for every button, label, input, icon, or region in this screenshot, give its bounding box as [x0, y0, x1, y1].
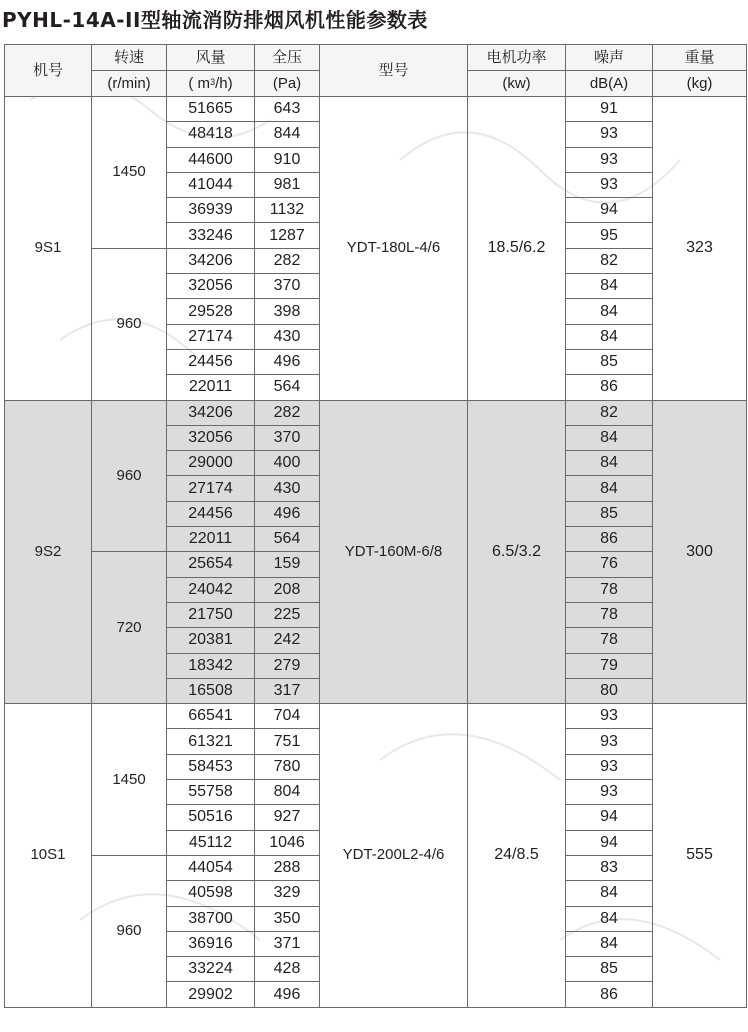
pressure-cell: 279: [255, 653, 320, 678]
pressure-cell: 496: [255, 349, 320, 374]
header-pressure: 全压: [255, 45, 320, 71]
noise-cell: 84: [566, 881, 653, 906]
pressure-cell: 159: [255, 552, 320, 577]
airflow-cell: 34206: [167, 400, 255, 425]
airflow-cell: 50516: [167, 805, 255, 830]
airflow-cell: 24456: [167, 501, 255, 526]
airflow-cell: 22011: [167, 527, 255, 552]
airflow-cell: 22011: [167, 375, 255, 400]
pressure-cell: 430: [255, 324, 320, 349]
pressure-cell: 242: [255, 628, 320, 653]
noise-cell: 85: [566, 957, 653, 982]
noise-cell: 94: [566, 830, 653, 855]
airflow-cell: 32056: [167, 425, 255, 450]
header-model-no: 机号: [5, 45, 92, 97]
noise-cell: 93: [566, 172, 653, 197]
pressure-cell: 1046: [255, 830, 320, 855]
header-speed-unit: (r/min): [92, 71, 167, 97]
header-power: 电机功率: [468, 45, 566, 71]
airflow-cell: 44600: [167, 147, 255, 172]
pressure-cell: 370: [255, 274, 320, 299]
airflow-cell: 45112: [167, 830, 255, 855]
noise-cell: 82: [566, 248, 653, 273]
motor-model-cell: YDT-200L2-4/6: [320, 704, 468, 1008]
pressure-cell: 430: [255, 476, 320, 501]
header-airflow: 风量: [167, 45, 255, 71]
noise-cell: 83: [566, 855, 653, 880]
airflow-cell: 36939: [167, 198, 255, 223]
pressure-cell: 927: [255, 805, 320, 830]
speed-cell: 1450: [92, 704, 167, 856]
pressure-cell: 704: [255, 704, 320, 729]
airflow-cell: 34206: [167, 248, 255, 273]
noise-cell: 84: [566, 906, 653, 931]
pressure-cell: 208: [255, 577, 320, 602]
table-body: [5, 97, 747, 1008]
table-row: [5, 704, 747, 729]
noise-cell: 84: [566, 299, 653, 324]
noise-cell: 82: [566, 400, 653, 425]
model-no-cell: 9S2: [5, 400, 92, 704]
pressure-cell: 981: [255, 172, 320, 197]
airflow-cell: 33246: [167, 223, 255, 248]
header-noise-unit: dB(A): [566, 71, 653, 97]
airflow-cell: 21750: [167, 602, 255, 627]
speed-cell: 960: [92, 248, 167, 400]
airflow-cell: 24042: [167, 577, 255, 602]
pressure-cell: 350: [255, 906, 320, 931]
pressure-cell: 329: [255, 881, 320, 906]
noise-cell: 84: [566, 476, 653, 501]
pressure-cell: 1132: [255, 198, 320, 223]
model-no-cell: 10S1: [5, 704, 92, 1008]
noise-cell: 86: [566, 527, 653, 552]
noise-cell: 84: [566, 324, 653, 349]
pressure-cell: 317: [255, 678, 320, 703]
airflow-cell: 18342: [167, 653, 255, 678]
noise-cell: 95: [566, 223, 653, 248]
noise-cell: 93: [566, 754, 653, 779]
motor-power-cell: 24/8.5: [468, 704, 566, 1008]
noise-cell: 85: [566, 349, 653, 374]
pressure-cell: 564: [255, 375, 320, 400]
airflow-cell: 36916: [167, 931, 255, 956]
airflow-cell: 55758: [167, 780, 255, 805]
noise-cell: 79: [566, 653, 653, 678]
fan-performance-table: [4, 44, 747, 1008]
pressure-cell: 398: [255, 299, 320, 324]
airflow-cell: 29000: [167, 451, 255, 476]
noise-cell: 86: [566, 982, 653, 1007]
weight-cell: 555: [653, 704, 747, 1008]
noise-cell: 84: [566, 931, 653, 956]
weight-cell: 300: [653, 400, 747, 704]
noise-cell: 86: [566, 375, 653, 400]
pressure-cell: 496: [255, 982, 320, 1007]
pressure-cell: 564: [255, 527, 320, 552]
noise-cell: 93: [566, 704, 653, 729]
header-power-unit: (kw): [468, 71, 566, 97]
speed-cell: 960: [92, 855, 167, 1007]
pressure-cell: 643: [255, 97, 320, 122]
pressure-cell: 751: [255, 729, 320, 754]
pressure-cell: 225: [255, 602, 320, 627]
airflow-cell: 27174: [167, 476, 255, 501]
noise-cell: 94: [566, 198, 653, 223]
header-airflow-unit: ( $m^3/h$): [167, 71, 255, 97]
pressure-cell: 370: [255, 425, 320, 450]
noise-cell: 84: [566, 451, 653, 476]
noise-cell: 93: [566, 147, 653, 172]
airflow-cell: 29528: [167, 299, 255, 324]
noise-cell: 93: [566, 122, 653, 147]
pressure-cell: 428: [255, 957, 320, 982]
model-no-cell: 9S1: [5, 97, 92, 401]
header-noise: 噪声: [566, 45, 653, 71]
pressure-cell: 282: [255, 248, 320, 273]
header-row-1: [5, 45, 747, 71]
noise-cell: 84: [566, 425, 653, 450]
header-pressure-unit: (Pa): [255, 71, 320, 97]
airflow-cell: 44054: [167, 855, 255, 880]
header-weight: 重量: [653, 45, 747, 71]
noise-cell: 85: [566, 501, 653, 526]
header-speed: 转速: [92, 45, 167, 71]
airflow-cell: 61321: [167, 729, 255, 754]
airflow-cell: 40598: [167, 881, 255, 906]
airflow-cell: 24456: [167, 349, 255, 374]
noise-cell: 94: [566, 805, 653, 830]
airflow-cell: 32056: [167, 274, 255, 299]
table-row: [5, 400, 747, 425]
airflow-cell: 33224: [167, 957, 255, 982]
airflow-cell: 38700: [167, 906, 255, 931]
pressure-cell: 400: [255, 451, 320, 476]
pressure-cell: 288: [255, 855, 320, 880]
pressure-cell: 780: [255, 754, 320, 779]
airflow-cell: 41044: [167, 172, 255, 197]
airflow-cell: 51665: [167, 97, 255, 122]
airflow-cell: 66541: [167, 704, 255, 729]
noise-cell: 78: [566, 628, 653, 653]
airflow-cell: 16508: [167, 678, 255, 703]
pressure-cell: 844: [255, 122, 320, 147]
noise-cell: 78: [566, 577, 653, 602]
pressure-cell: 371: [255, 931, 320, 956]
airflow-cell: 25654: [167, 552, 255, 577]
airflow-cell: 58453: [167, 754, 255, 779]
noise-cell: 78: [566, 602, 653, 627]
pressure-cell: 496: [255, 501, 320, 526]
noise-cell: 91: [566, 97, 653, 122]
header-motor-model: 型号: [320, 45, 468, 97]
airflow-cell: 20381: [167, 628, 255, 653]
speed-cell: 960: [92, 400, 167, 552]
speed-cell: 1450: [92, 97, 167, 249]
motor-power-cell: 18.5/6.2: [468, 97, 566, 401]
speed-cell: 720: [92, 552, 167, 704]
motor-model-cell: YDT-160M-6/8: [320, 400, 468, 704]
noise-cell: 93: [566, 780, 653, 805]
noise-cell: 93: [566, 729, 653, 754]
motor-power-cell: 6.5/3.2: [468, 400, 566, 704]
noise-cell: 84: [566, 274, 653, 299]
page-title: PYHL-14A-II型轴流消防排烟风机性能参数表: [2, 8, 428, 32]
table-row: [5, 97, 747, 122]
weight-cell: 323: [653, 97, 747, 401]
airflow-cell: 29902: [167, 982, 255, 1007]
pressure-cell: 282: [255, 400, 320, 425]
pressure-cell: 1287: [255, 223, 320, 248]
airflow-cell: 48418: [167, 122, 255, 147]
airflow-cell: 27174: [167, 324, 255, 349]
noise-cell: 76: [566, 552, 653, 577]
header-weight-unit: (kg): [653, 71, 747, 97]
pressure-cell: 910: [255, 147, 320, 172]
motor-model-cell: YDT-180L-4/6: [320, 97, 468, 401]
noise-cell: 80: [566, 678, 653, 703]
pressure-cell: 804: [255, 780, 320, 805]
